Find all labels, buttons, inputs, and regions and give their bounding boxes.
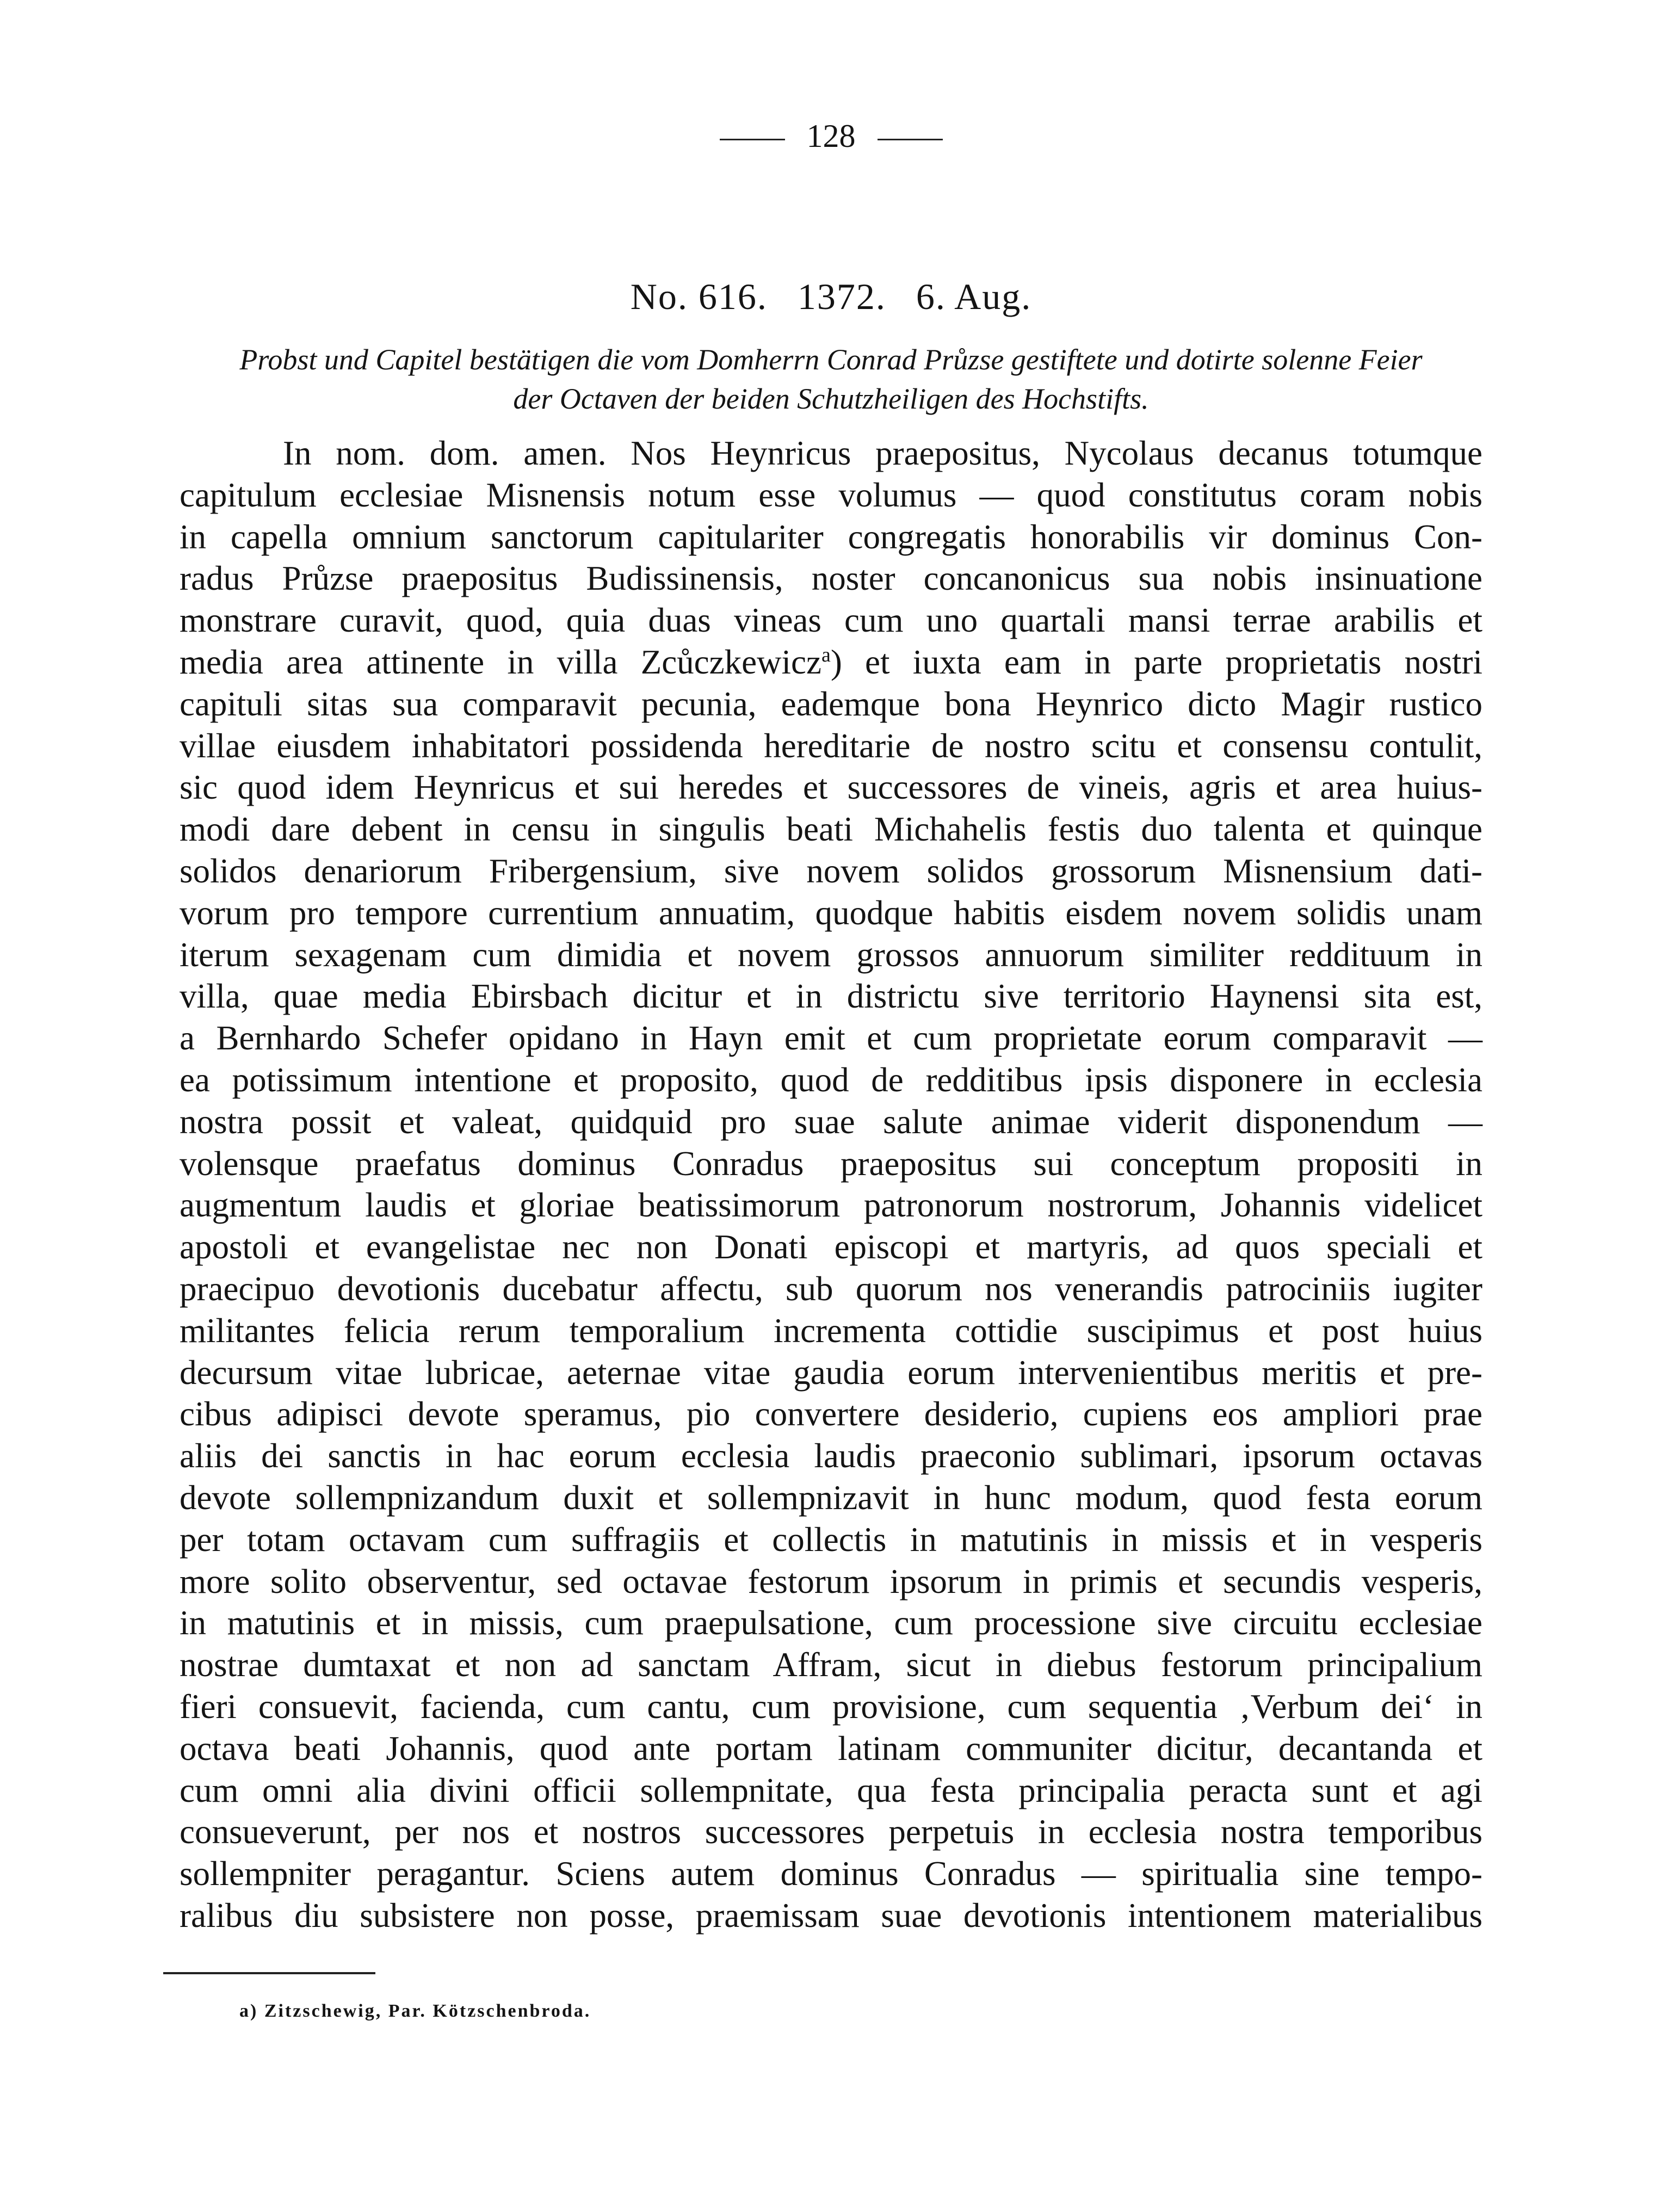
document-date: 6. Aug. [916, 276, 1032, 317]
body-line: per totam octavam cum suffragiis et collectis in matutinis in missis et in vesperis [180, 1520, 1482, 1559]
body-line: praecipuo devotionis ducebatur affectu, sub quorum nos venerandis patrociniis iugiter [180, 1269, 1482, 1308]
body-line: modi dare debent in censu in singulis beati Michahelis festis duo talenta et quinque [180, 810, 1482, 849]
body-line: cibus adipisci devote speramus, pio convertere desiderio, cupiens eos ampliori prae [180, 1395, 1482, 1434]
body-line: ralibus diu subsistere non posse, praemissam suae devotionis intentionem materialibus [180, 1896, 1482, 1935]
body-line: aliis dei sanctis in hac eorum ecclesia laudis praeconio sublimari, ipsorum octavas [180, 1437, 1482, 1475]
body-line: solidos denariorum Fribergensium, sive novem solidos grossorum Misnensium dati- [180, 851, 1482, 890]
summary-line: der Octaven der beiden Schutzheiligen des Hochstifts. [513, 382, 1149, 415]
page-number: 128 [806, 118, 856, 154]
document-body [180, 432, 1482, 1937]
body-line: ea potissimum intentione et proposito, quod de redditibus ipsis disponere in ecclesia [180, 1060, 1482, 1099]
body-line: devote sollempnizandum duxit et sollempnizavit in hunc modum, quod festa eorum [180, 1478, 1482, 1517]
body-line: in matutinis et in missis, cum praepulsatione, cum processione sive circuitu ecclesiae [180, 1604, 1482, 1642]
body-line: a Bernhardo Schefer opidano in Hayn emit et cum proprietate eorum comparavit — [180, 1019, 1482, 1058]
body-line: in capella omnium sanctorum capitulariter congregatis honorabilis vir dominus Con- [180, 517, 1482, 556]
body-line: villa, quae media Ebirsbach dicitur et in districtu sive territorio Haynensi sita est, [180, 977, 1482, 1016]
body-line: augmentum laudis et gloriae beatissimorum patronorum nostrorum, Johannis videlicet [180, 1186, 1482, 1225]
body-line: consueverunt, per nos et nostros successores perpetuis in ecclesia nostra temporibus [180, 1813, 1482, 1851]
document-year: 1372. [797, 276, 886, 317]
left-dash [720, 139, 785, 140]
body-line: In nom. dom. amen. Nos Heynricus praepositus, Nycolaus decanus totumque [283, 434, 1482, 472]
document-number: No. 616. [630, 276, 768, 317]
body-line-with-footnote [180, 641, 1482, 683]
page-number-row [0, 114, 1662, 158]
body-line: iterum sexagenam cum dimidia et novem grossos annuorum similiter reddituum in [180, 935, 1482, 974]
body-line: militantes felicia rerum temporalium incrementa cottidie suscipimus et post huius [180, 1311, 1482, 1350]
body-line: nostrae dumtaxat et non ad sanctam Affram, sicut in diebus festorum principalium [180, 1646, 1482, 1684]
right-dash [878, 139, 943, 140]
body-line: octava beati Johannis, quod ante portam latinam communiter dicitur, decantanda et [180, 1729, 1482, 1768]
footnote-text: Zitzschewig, Par. Kötzschenbroda. [264, 2001, 591, 2021]
footnote-rule [163, 1972, 375, 1974]
body-line-part: ) et iuxta eam in parte proprietatis nostri [830, 642, 1482, 681]
body-line: villae eiusdem inhabitatori possidenda hereditarie de nostro scitu et consensu contulit, [180, 726, 1482, 765]
body-line: decursum vitae lubricae, aeternae vitae gaudia eorum intervenientibus meritis et pre- [180, 1353, 1482, 1392]
body-line: volensque praefatus dominus Conradus praepositus sui conceptum propositi in [180, 1144, 1482, 1183]
body-line: sic quod idem Heynricus et sui heredes et successores de vineis, agris et area huius- [180, 768, 1482, 807]
body-line: capitulum ecclesiae Misnensis notum esse volumus — quod constitutus coram nobis [180, 475, 1482, 514]
document-summary [180, 340, 1482, 418]
summary-line: Probst und Capitel bestätigen die vom Domherrn Conrad Průzse gestiftete und dotirte solenne Feier [239, 343, 1423, 376]
body-line: sollempniter peragantur. Sciens autem dominus Conradus — spiritualia sine tempo- [180, 1855, 1482, 1893]
footnote [239, 1999, 591, 2023]
body-line: nostra possit et valeat, quidquid pro suae salute animae viderit disponendum — [180, 1102, 1482, 1141]
body-line: vorum pro tempore currentium annuatim, quodque habitis eisdem novem solidis unam [180, 893, 1482, 932]
body-line: monstrare curavit, quod, quia duas vineas cum uno quartali mansi terrae arabilis et [180, 601, 1482, 640]
body-line: fieri consuevit, facienda, cum cantu, cum provisione, cum sequentia ‚Verbum dei‘ in [180, 1687, 1482, 1726]
document-heading [0, 272, 1662, 321]
body-line: cum omni alia divini officii sollempnitate, qua festa principalia peracta sunt et agi [180, 1771, 1482, 1809]
footnote-marker: a) [239, 2001, 258, 2021]
body-line: capituli sitas sua comparavit pecunia, eademque bona Heynrico dicto Magir rustico [180, 684, 1482, 723]
body-line: more solito observentur, sed octavae festorum ipsorum in primis et secundis vesperis, [180, 1562, 1482, 1601]
body-line: apostoli et evangelistae nec non Donati episcopi et martyris, ad quos speciali et [180, 1228, 1482, 1266]
body-line: radus Průzse praepositus Budissinensis, noster concanonicus sua nobis insinuatione [180, 559, 1482, 598]
body-line-part: media area attinente in villa Zcůczkewicz [180, 642, 821, 681]
footnote-reference: a [821, 643, 831, 666]
